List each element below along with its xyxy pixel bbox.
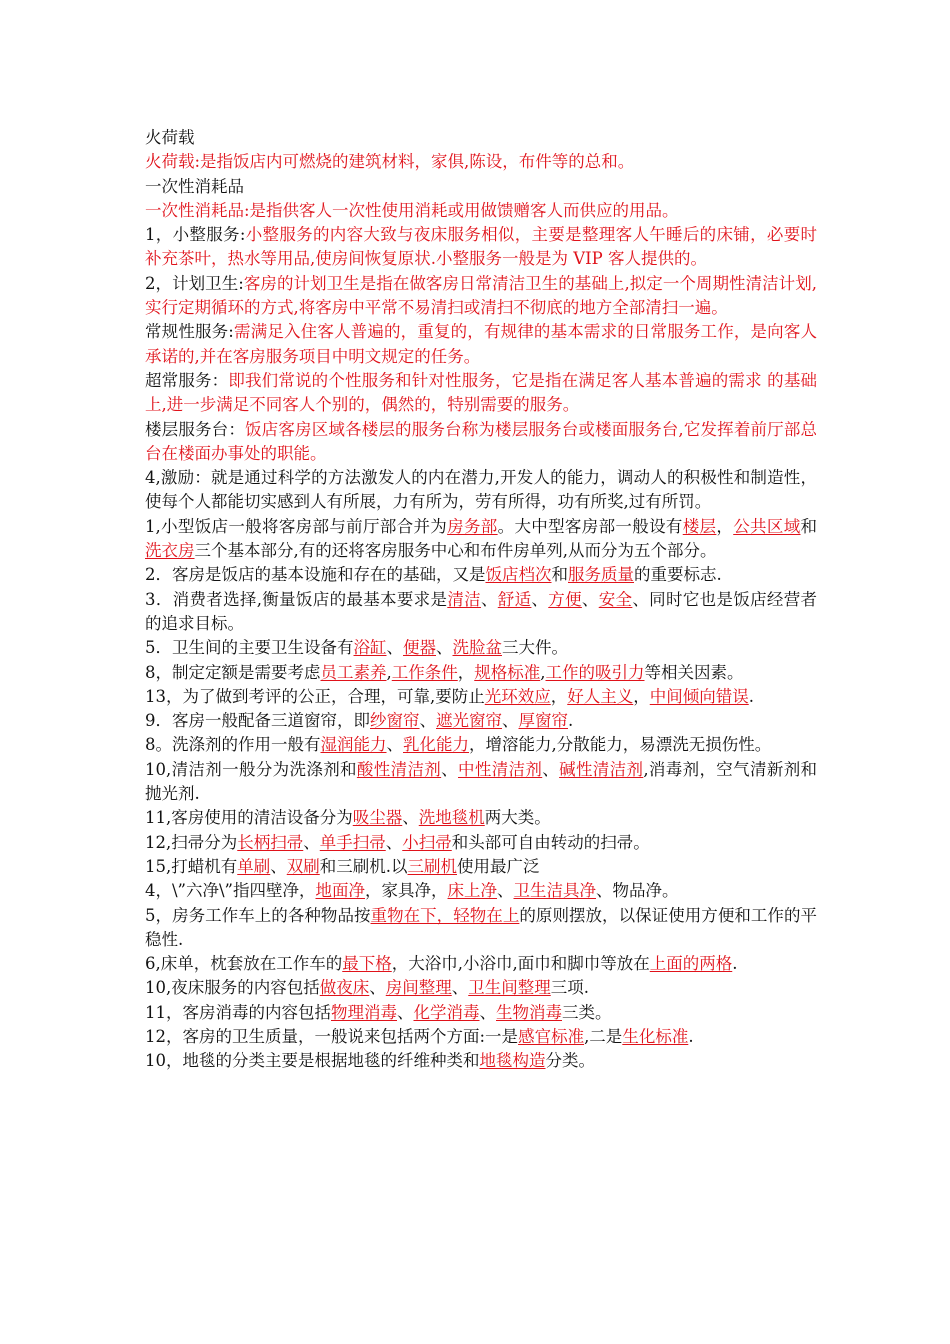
underlined-term: 卫生间整理 [468, 978, 551, 998]
underlined-term: 长柄扫帚 [237, 832, 304, 852]
text-run: 、 [480, 589, 498, 609]
underlined-term: 方便 [548, 589, 582, 609]
underlined-term: 公共区域 [733, 516, 801, 536]
underlined-term: 做夜床 [319, 978, 370, 998]
underlined-term: 便器 [403, 638, 436, 658]
text-run: ， [550, 686, 568, 706]
underlined-term: 工作的吸引力 [545, 662, 645, 682]
underlined-term: 安全 [598, 589, 633, 609]
text-run: 两大类。 [484, 808, 551, 828]
paragraph [145, 1025, 817, 1049]
underlined-term: 好人主义 [567, 686, 634, 706]
text-run: ， [716, 516, 734, 536]
text-run: ，家具净， [365, 881, 448, 901]
underlined-term: 中性清洁剂 [458, 759, 543, 779]
text-run: 火荷载 [145, 128, 195, 147]
text-run: 。大中型客房部一般设有 [497, 516, 683, 536]
underlined-term: 厚窗帘 [518, 711, 568, 731]
underlined-term: 酸性清洁剂 [356, 759, 442, 779]
text-run: ,消毒剂，空气清新剂和抛光剂. [145, 759, 818, 804]
text-run: . [732, 954, 738, 974]
underlined-term: 房务部 [447, 516, 498, 536]
text-run: 1,小型饭店一般将客房部与前厅部合并为 [145, 516, 448, 536]
underlined-term: 中间倾向错误 [649, 686, 749, 706]
underlined-term: 小扫帚 [402, 832, 452, 852]
paragraph [145, 636, 817, 660]
text-run: 、 [419, 711, 436, 731]
text-run: 、 [542, 759, 560, 779]
paragraph [145, 563, 817, 587]
text-run: ,二是 [584, 1026, 623, 1046]
underlined-term: 洗地毯机 [418, 808, 485, 828]
paragraph [145, 369, 817, 418]
paragraph [145, 466, 817, 515]
text-run: 、 [436, 638, 453, 658]
text-run: 、 [581, 589, 599, 609]
text-run: 5，房务工作车上的各种物品按 [145, 905, 371, 925]
underlined-term: 洗衣房 [145, 541, 195, 561]
paragraph [145, 952, 817, 976]
text-run: , [540, 662, 546, 682]
underlined-term: 光环效应 [484, 686, 551, 706]
paragraph [145, 831, 817, 855]
text-run: 和三刷机.以 [319, 856, 408, 876]
text-run: 15,打蜡机有 [145, 856, 238, 876]
underlined-term: 工作条件 [391, 662, 458, 682]
underlined-term: 卫生洁具净 [513, 881, 596, 901]
underlined-term: 纱窗帘 [370, 711, 420, 731]
text-run: . [568, 711, 574, 731]
text-run: 、 [531, 589, 549, 609]
text-run: 4，\”六净\”指四壁净， [145, 881, 316, 901]
underlined-term: 员工素养 [320, 662, 387, 682]
text-run: 、 [386, 638, 403, 658]
text-run: 和头部可自由转动的扫帚。 [451, 832, 650, 852]
text-run: 超常服务： [145, 370, 229, 390]
text-run: 10,清洁剂一般分为洗涤剂和 [145, 759, 357, 779]
paragraph [145, 199, 817, 223]
underlined-term: 单刷 [237, 856, 271, 876]
text-run: 8，制定定额是需要考虑 [145, 662, 321, 682]
text-run: ， [457, 662, 475, 682]
underlined-term: 生化标准 [622, 1026, 689, 1046]
text-run: 12，客房的卫生质量，一般说来包括两个方面:一是 [145, 1026, 519, 1046]
underlined-term: 单手扫帚 [319, 832, 386, 852]
text-run: 一次性消耗品 [145, 176, 244, 196]
text-run: ， [633, 686, 650, 706]
paragraph [145, 733, 817, 757]
text-run: ，增溶能力,分散能力，易漂洗无损伤性。 [469, 735, 772, 755]
text-run: 和 [800, 516, 818, 536]
text-run: 、 [397, 1002, 414, 1022]
underlined-term: 上面的两格 [649, 954, 733, 974]
paragraph [145, 320, 817, 369]
underlined-term: 双刷 [286, 856, 320, 876]
paragraph [145, 272, 817, 321]
underlined-term: 舒适 [497, 589, 532, 609]
text-run: 、 [451, 978, 469, 998]
underlined-term: 乳化能力 [403, 735, 469, 755]
text-run: 6,床单，枕套放在工作车的 [145, 954, 343, 974]
paragraph [145, 175, 817, 199]
text-run: 、 [402, 808, 419, 828]
text-run: 11,客房使用的清洁设备分为 [145, 808, 353, 828]
text-run: 、 [441, 759, 458, 779]
paragraph [145, 515, 817, 564]
text-run: 三项. [550, 978, 589, 998]
text-run: 分类。 [545, 1051, 595, 1071]
text-run: 等相关因素。 [644, 662, 744, 682]
text-run: 、 [270, 856, 287, 876]
text-run: ，大浴巾,小浴巾,面巾和脚巾等放在 [391, 954, 650, 974]
text-run: 、 [386, 735, 403, 755]
underlined-term: 地毯构造 [479, 1051, 546, 1071]
definition-text: 饭店客房区域各楼层的服务台称为楼层服务台或楼面服务台,它发挥着前厅部总台在楼面办事处的职能。 [145, 419, 817, 463]
underlined-term: 物理消毒 [331, 1002, 397, 1022]
underlined-term: 最下格 [342, 954, 392, 974]
definition-text: 小整服务的内容大致与夜床服务相似，主要是整理客人午睡后的床铺，必要时补充茶叶，热水等用品,使房间恢复原状.小整服务一般是为 VIP 客人提供的。 [145, 225, 818, 269]
paragraph [145, 806, 817, 830]
paragraph [145, 976, 817, 1000]
paragraph [145, 709, 817, 733]
definition-text: 火荷载:是指饭店内可燃烧的建筑材料，家俱,陈设，布件等的总和。 [145, 152, 635, 172]
paragraph [145, 150, 817, 174]
paragraph [145, 904, 817, 953]
underlined-term: 吸尘器 [352, 808, 403, 828]
underlined-term: 规格标准 [474, 662, 541, 682]
text-run: 、物品净。 [596, 881, 679, 901]
text-run: 11，客房消毒的内容包括 [145, 1002, 331, 1022]
text-run: 、 [479, 1002, 496, 1022]
text-run: 1，小整服务: [145, 225, 246, 245]
paragraph [145, 126, 817, 150]
paragraph [145, 685, 817, 709]
underlined-term: 地面净 [315, 881, 365, 901]
text-run: 的重要标志. [634, 565, 722, 585]
text-run: 13，为了做到考评的公正，合理，可靠,要防止 [145, 686, 485, 706]
text-run: 3．消费者选择,衡量饭店的最基本要求是 [145, 589, 448, 609]
text-run: 9．客房一般配备三道窗帘，即 [145, 711, 370, 731]
definition-text: 客房的计划卫生是指在做客房日常清洁卫生的基础上,拟定一个周期性清洁计划,实行定期循环的方式,将客房中平常不易清扫或清扫不彻底的地方全部清扫一遍。 [145, 273, 817, 318]
text-run: 2．客房是饭店的基本设施和存在的基础，又是 [145, 565, 486, 585]
underlined-term: 化学消毒 [413, 1002, 480, 1022]
text-run: 、 [497, 881, 514, 901]
underlined-term: 浴缸 [353, 638, 387, 658]
text-run: 楼层服务台： [145, 419, 246, 439]
underlined-term: 感官标准 [518, 1026, 585, 1046]
underlined-term: 服务质量 [568, 565, 634, 585]
text-run: 、 [303, 832, 320, 852]
text-run: 、 [369, 978, 386, 998]
underlined-term: 楼层 [682, 516, 717, 536]
text-run: , [386, 662, 392, 682]
text-run: 三大件。 [502, 638, 568, 658]
paragraph [145, 758, 817, 807]
underlined-term: 三刷机 [407, 856, 457, 876]
text-run: 的原则摆放，以保证使用方便和工作的平稳性. [145, 905, 818, 949]
definition-text: 一次性消耗品:是指供客人一次性使用消耗或用做馈赠客人而供应的用品。 [145, 200, 679, 220]
paragraph [145, 588, 817, 637]
text-run: 和 [551, 565, 568, 585]
text-run: 8。洗涤剂的作用一般有 [145, 735, 321, 755]
text-run: 10,夜床服务的内容包括 [145, 978, 320, 998]
text-run: . [748, 686, 754, 706]
text-run: 10，地毯的分类主要是根据地毯的纤维种类和 [145, 1051, 480, 1071]
document-page [145, 126, 817, 1074]
underlined-term: 重物在下，轻物在上 [370, 905, 520, 925]
text-run: 三类。 [562, 1002, 612, 1022]
paragraph [145, 418, 817, 467]
text-run: 2，计划卫生: [145, 273, 244, 293]
paragraph [145, 1049, 817, 1073]
paragraph [145, 879, 817, 903]
paragraph [145, 661, 817, 685]
text-run: . [688, 1026, 694, 1046]
text-run: 、同时它也是饭店经营者的追求目标。 [145, 589, 818, 633]
underlined-term: 生物消毒 [496, 1002, 562, 1022]
text-run: 使用最广泛 [457, 856, 540, 876]
underlined-term: 清洁 [447, 589, 481, 609]
paragraph [145, 1001, 817, 1025]
text-run: 5．卫生间的主要卫生设备有 [145, 638, 354, 658]
underlined-term: 床上净 [447, 881, 497, 901]
definition-text: 即我们常说的个性服务和针对性服务，它是指在满足客人基本普遍的需求 的基础上,进一步满足不同客人个别的，偶然的，特别需要的服务。 [145, 370, 817, 415]
underlined-term: 湿润能力 [320, 735, 387, 755]
underlined-term: 遮光窗帘 [436, 711, 502, 731]
text-run: 、 [502, 711, 519, 731]
text-run: 4,激励：就是通过科学的方法激发人的内在潜力,开发人的能力，调动人的积极性和制造性，使每个人都能切实感到人有所展，力有所为，劳有所得，功有所奖,过有所罚。 [145, 468, 817, 512]
text-run: 常规性服务: [145, 322, 234, 342]
underlined-term: 洗脸盆 [452, 638, 502, 658]
paragraph [145, 223, 817, 272]
underlined-term: 碱性清洁剂 [559, 759, 644, 779]
text-run: 三个基本部分,有的还将客房服务中心和布件房单列,从而分为五个部分。 [194, 541, 717, 561]
text-run: 12,扫帚分为 [145, 832, 238, 852]
underlined-term: 房间整理 [385, 978, 452, 998]
underlined-term: 饭店档次 [485, 565, 552, 585]
paragraph [145, 855, 817, 879]
definition-text: 需满足入住客人普遍的，重复的，有规律的基本需求的日常服务工作，是向客人承诺的,并在客房服务项目中明文规定的任务。 [145, 322, 818, 366]
text-run: 、 [385, 832, 403, 852]
